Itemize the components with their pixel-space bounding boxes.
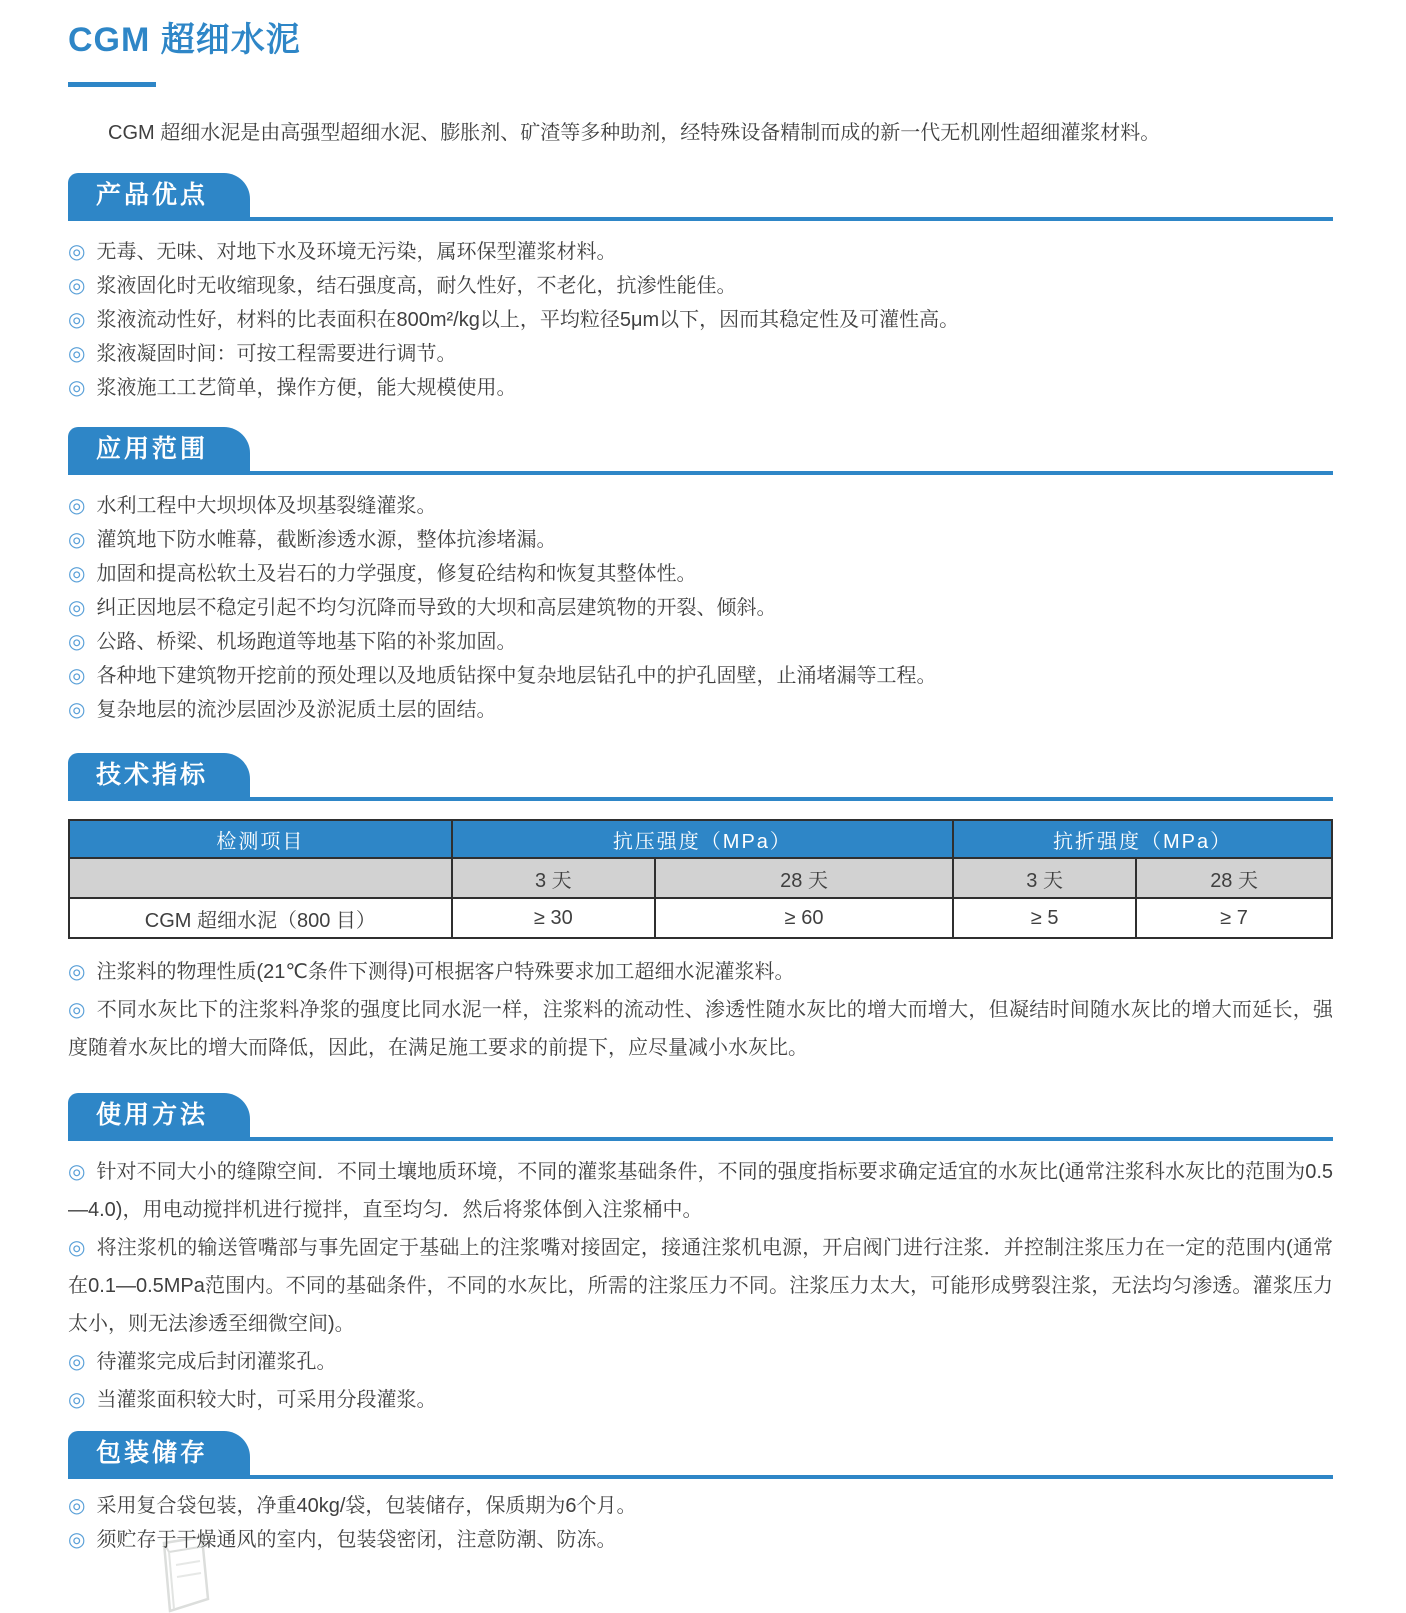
bullet-icon: ◎ — [68, 1161, 86, 1183]
table-data-cell: ≥ 30 — [452, 898, 655, 938]
section-header-storage — [68, 1431, 1333, 1479]
section-title: 包装储存 — [96, 1439, 209, 1467]
list-item-text: 待灌浆完成后封闭灌浆孔。 — [96, 1351, 337, 1373]
storage-list — [68, 1489, 1333, 1557]
list-item — [68, 1523, 1333, 1557]
list-item — [68, 303, 1333, 337]
table-data-cell: ≥ 5 — [953, 898, 1136, 938]
section-tab-storage — [68, 1431, 250, 1475]
bullet-icon: ◎ — [68, 1389, 86, 1411]
list-item — [68, 591, 1333, 625]
list-item — [68, 1381, 1333, 1419]
bullet-icon: ◎ — [68, 1495, 86, 1517]
list-item — [68, 1489, 1333, 1523]
bullet-icon: ◎ — [68, 495, 86, 517]
list-item-text: 各种地下建筑物开挖前的预处理以及地质钻探中复杂地层钻孔中的护孔固壁，止涌堵漏等工程。 — [96, 665, 937, 687]
section-title: 产品优点 — [96, 181, 209, 209]
table-subheader-cell: 28 天 — [1136, 858, 1332, 898]
list-item — [68, 693, 1333, 727]
table-subheader-cell — [69, 858, 452, 898]
list-item — [68, 557, 1333, 591]
table-data-cell: ≥ 60 — [655, 898, 953, 938]
table-header-cell: 检测项目 — [69, 820, 452, 858]
section-header-usage — [68, 1093, 1333, 1141]
bullet-icon: ◎ — [68, 597, 86, 619]
list-item-text: 当灌浆面积较大时，可采用分段灌浆。 — [96, 1389, 437, 1411]
list-item — [68, 625, 1333, 659]
list-item — [68, 523, 1333, 557]
bullet-icon: ◎ — [68, 961, 86, 983]
table-subheader-cell: 28 天 — [655, 858, 953, 898]
section-tab-specs — [68, 753, 250, 797]
list-item — [68, 269, 1333, 303]
list-item — [68, 991, 1333, 1067]
bullet-icon: ◎ — [68, 343, 86, 365]
list-item-text: 加固和提高松软土及岩石的力学强度，修复砼结构和恢复其整体性。 — [96, 563, 697, 585]
section-tab-advantages — [68, 173, 250, 217]
applications-list — [68, 489, 1333, 727]
list-item-text: 无毒、无味、对地下水及环境无污染，属环保型灌浆材料。 — [96, 241, 617, 263]
list-item — [68, 659, 1333, 693]
page-title: CGM 超细水泥 — [68, 21, 301, 59]
bullet-icon: ◎ — [68, 665, 86, 687]
section-header-specs — [68, 753, 1333, 801]
section-title: 应用范围 — [96, 435, 209, 463]
list-item-text: 水利工程中大坝坝体及坝基裂缝灌浆。 — [96, 495, 437, 517]
bullet-icon: ◎ — [68, 309, 86, 331]
bullet-icon: ◎ — [68, 241, 86, 263]
list-item-text: 纠正因地层不稳定引起不均匀沉降而导致的大坝和高层建筑物的开裂、倾斜。 — [96, 597, 777, 619]
bullet-icon: ◎ — [68, 563, 86, 585]
bullet-icon: ◎ — [68, 699, 86, 721]
table-subheader-row — [69, 858, 1332, 898]
list-item — [68, 1153, 1333, 1229]
list-item-text: 浆液凝固时间：可按工程需要进行调节。 — [96, 343, 457, 365]
list-item-text: 公路、桥梁、机场跑道等地基下陷的补浆加固。 — [96, 631, 517, 653]
list-item-text: 将注浆机的输送管嘴部与事先固定于基础上的注浆嘴对接固定，接通注浆机电源，开启阀门进行注浆．并控制注浆压力在一定的范围内(通常在0.1—0.5MPa范围内。不同的基础条件，不同的水灰比，所需的注浆压力不同。注浆压力太大，可能形成劈裂注浆，无法均匀渗透。灌浆压力太小，则无法渗透至细微空间)。 — [68, 1237, 1333, 1335]
bullet-icon: ◎ — [68, 631, 86, 653]
list-item — [68, 953, 1333, 991]
advantages-list — [68, 235, 1333, 405]
specs-notes — [68, 953, 1333, 1067]
list-item-text: 不同水灰比下的注浆料净浆的强度比同水泥一样，注浆料的流动性、渗透性随水灰比的增大而增大，但凝结时间随水灰比的增大而延长，强度随着水灰比的增大而降低，因此，在满足施工要求的前提下，应尽量减小水灰比。 — [68, 999, 1334, 1059]
list-item — [68, 1343, 1333, 1381]
table-header-row — [69, 820, 1332, 858]
list-item — [68, 1229, 1333, 1343]
table-header-cell: 抗压强度（MPa） — [452, 820, 953, 858]
bullet-icon: ◎ — [68, 1529, 86, 1551]
title-underline — [68, 82, 156, 87]
spec-table — [68, 819, 1333, 939]
list-item-text: 浆液固化时无收缩现象，结石强度高，耐久性好，不老化，抗渗性能佳。 — [96, 275, 737, 297]
list-item-text: 灌筑地下防水帷幕，截断渗透水源，整体抗渗堵漏。 — [96, 529, 557, 551]
bullet-icon: ◎ — [68, 999, 86, 1021]
list-item-text: 复杂地层的流沙层固沙及淤泥质土层的固结。 — [96, 699, 497, 721]
table-subheader-cell: 3 天 — [953, 858, 1136, 898]
table-row — [69, 898, 1332, 938]
intro-paragraph: CGM 超细水泥是由高强型超细水泥、膨胀剂、矿渣等多种助剂，经特殊设备精制而成的新一代无机刚性超细灌浆材料。 — [108, 122, 1161, 144]
section-tab-applications — [68, 427, 250, 471]
table-header-cell: 抗折强度（MPa） — [953, 820, 1332, 858]
section-header-applications — [68, 427, 1333, 475]
bullet-icon: ◎ — [68, 275, 86, 297]
list-item-text: 注浆料的物理性质(21℃条件下测得)可根据客户特殊要求加工超细水泥灌浆料。 — [96, 961, 795, 983]
bullet-icon: ◎ — [68, 377, 86, 399]
section-tab-usage — [68, 1093, 250, 1137]
list-item-text: 采用复合袋包装，净重40kg/袋，包装储存，保质期为6个月。 — [96, 1495, 637, 1517]
list-item — [68, 337, 1333, 371]
bullet-icon: ◎ — [68, 1351, 86, 1373]
list-item-text: 浆液施工工艺简单，操作方便，能大规模使用。 — [96, 377, 517, 399]
list-item — [68, 489, 1333, 523]
list-item-text: 浆液流动性好，材料的比表面积在800m²/kg以上，平均粒径5μm以下，因而其稳定性及可灌性高。 — [96, 309, 960, 331]
list-item-text: 须贮存于干燥通风的室内，包装袋密闭，注意防潮、防冻。 — [96, 1529, 617, 1551]
bullet-icon: ◎ — [68, 1237, 86, 1259]
table-data-cell: ≥ 7 — [1136, 898, 1332, 938]
table-subheader-cell: 3 天 — [452, 858, 655, 898]
section-header-advantages — [68, 173, 1333, 221]
table-data-cell: CGM 超细水泥（800 目） — [69, 898, 452, 938]
bullet-icon: ◎ — [68, 529, 86, 551]
section-title: 技术指标 — [96, 761, 209, 789]
section-title: 使用方法 — [96, 1101, 209, 1129]
list-item-text: 针对不同大小的缝隙空间．不同土壤地质环境，不同的灌浆基础条件，不同的强度指标要求确定适宜的水灰比(通常注浆科水灰比的范围为0.5—4.0)，用电动搅拌机进行搅拌，直至均匀．然后将浆体倒入注浆桶中。 — [68, 1161, 1334, 1221]
list-item — [68, 235, 1333, 269]
list-item — [68, 371, 1333, 405]
usage-list — [68, 1153, 1333, 1419]
